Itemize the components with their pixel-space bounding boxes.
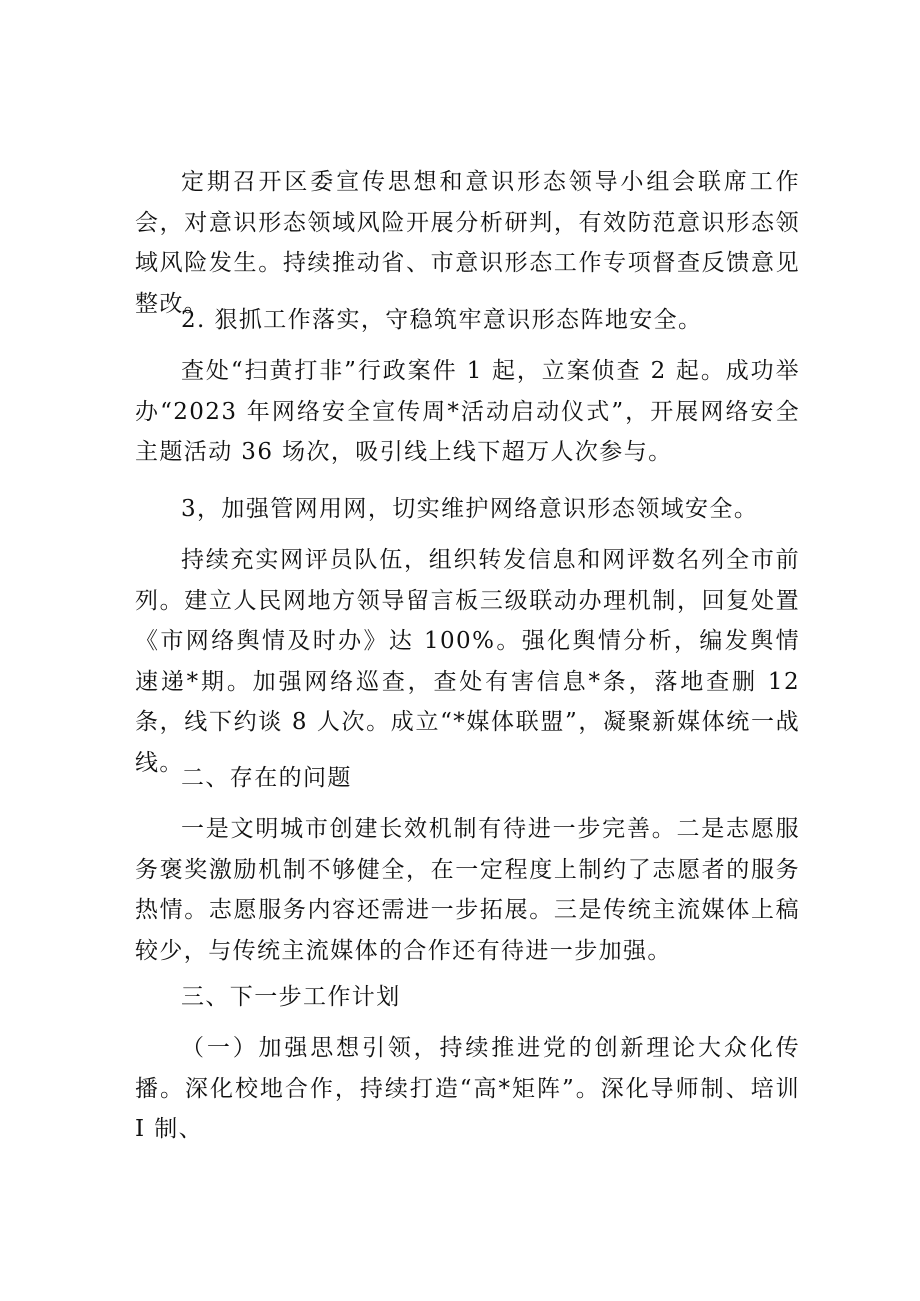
paragraph-cases-and-activities: 查处“扫黄打非”行政案件 1 起，立案侦查 2 起。成功举办“2023 年网络安全宣传周*活动启动仪式”，开展网络安全主题活动 36 场次，吸引线上线下超万人次参与。: [135, 358, 800, 465]
paragraph-ideology-meeting: 定期召开区委宣传思想和意识形态领导小组会联席工作会，对意识形态领域风险开展分析研判，有效防范意识形态领域风险发生。持续推动省、市意识形态工作专项督查反馈意见整改。: [135, 169, 800, 317]
heading-existing-problems: 二、存在的问题: [181, 765, 352, 791]
heading-work-implementation: 2. 狠抓工作落实，守稳筑牢意识形态阵地安全。: [181, 307, 703, 333]
heading-network-management: 3，加强管网用网，切实维护网络意识形态领域安全。: [181, 496, 759, 522]
paragraph-problems: 一是文明城市创建长效机制有待进一步完善。二是志愿服务褒奖激励机制不够健全，在一定程度上制约了志愿者的服务热情。志愿服务内容还需进一步拓展。三是传统主流媒体上稿较少，与传统主流媒体的合作还有待进一步加强。: [135, 816, 800, 964]
paragraph-network-commentators: 持续充实网评员队伍，组织转发信息和网评数名列全市前列。建立人民网地方领导留言板三级联动办理机制，回复处置《市网络舆情及时办》达 100%。强化舆情分析，编发舆情速递*期。加强网络巡查，查处有害信息*条，落地查删 12 条，线下约谈 8 人次。成立“*媒体联盟”，凝聚新媒体统一战线。: [135, 547, 800, 776]
paragraph-next-steps: （一）加强思想引领，持续推进党的创新理论大众化传播。深化校地合作，持续打造“高*矩阵”。深化导师制、培训 I 制、: [135, 1035, 800, 1142]
heading-next-steps: 三、下一步工作计划: [181, 984, 401, 1010]
